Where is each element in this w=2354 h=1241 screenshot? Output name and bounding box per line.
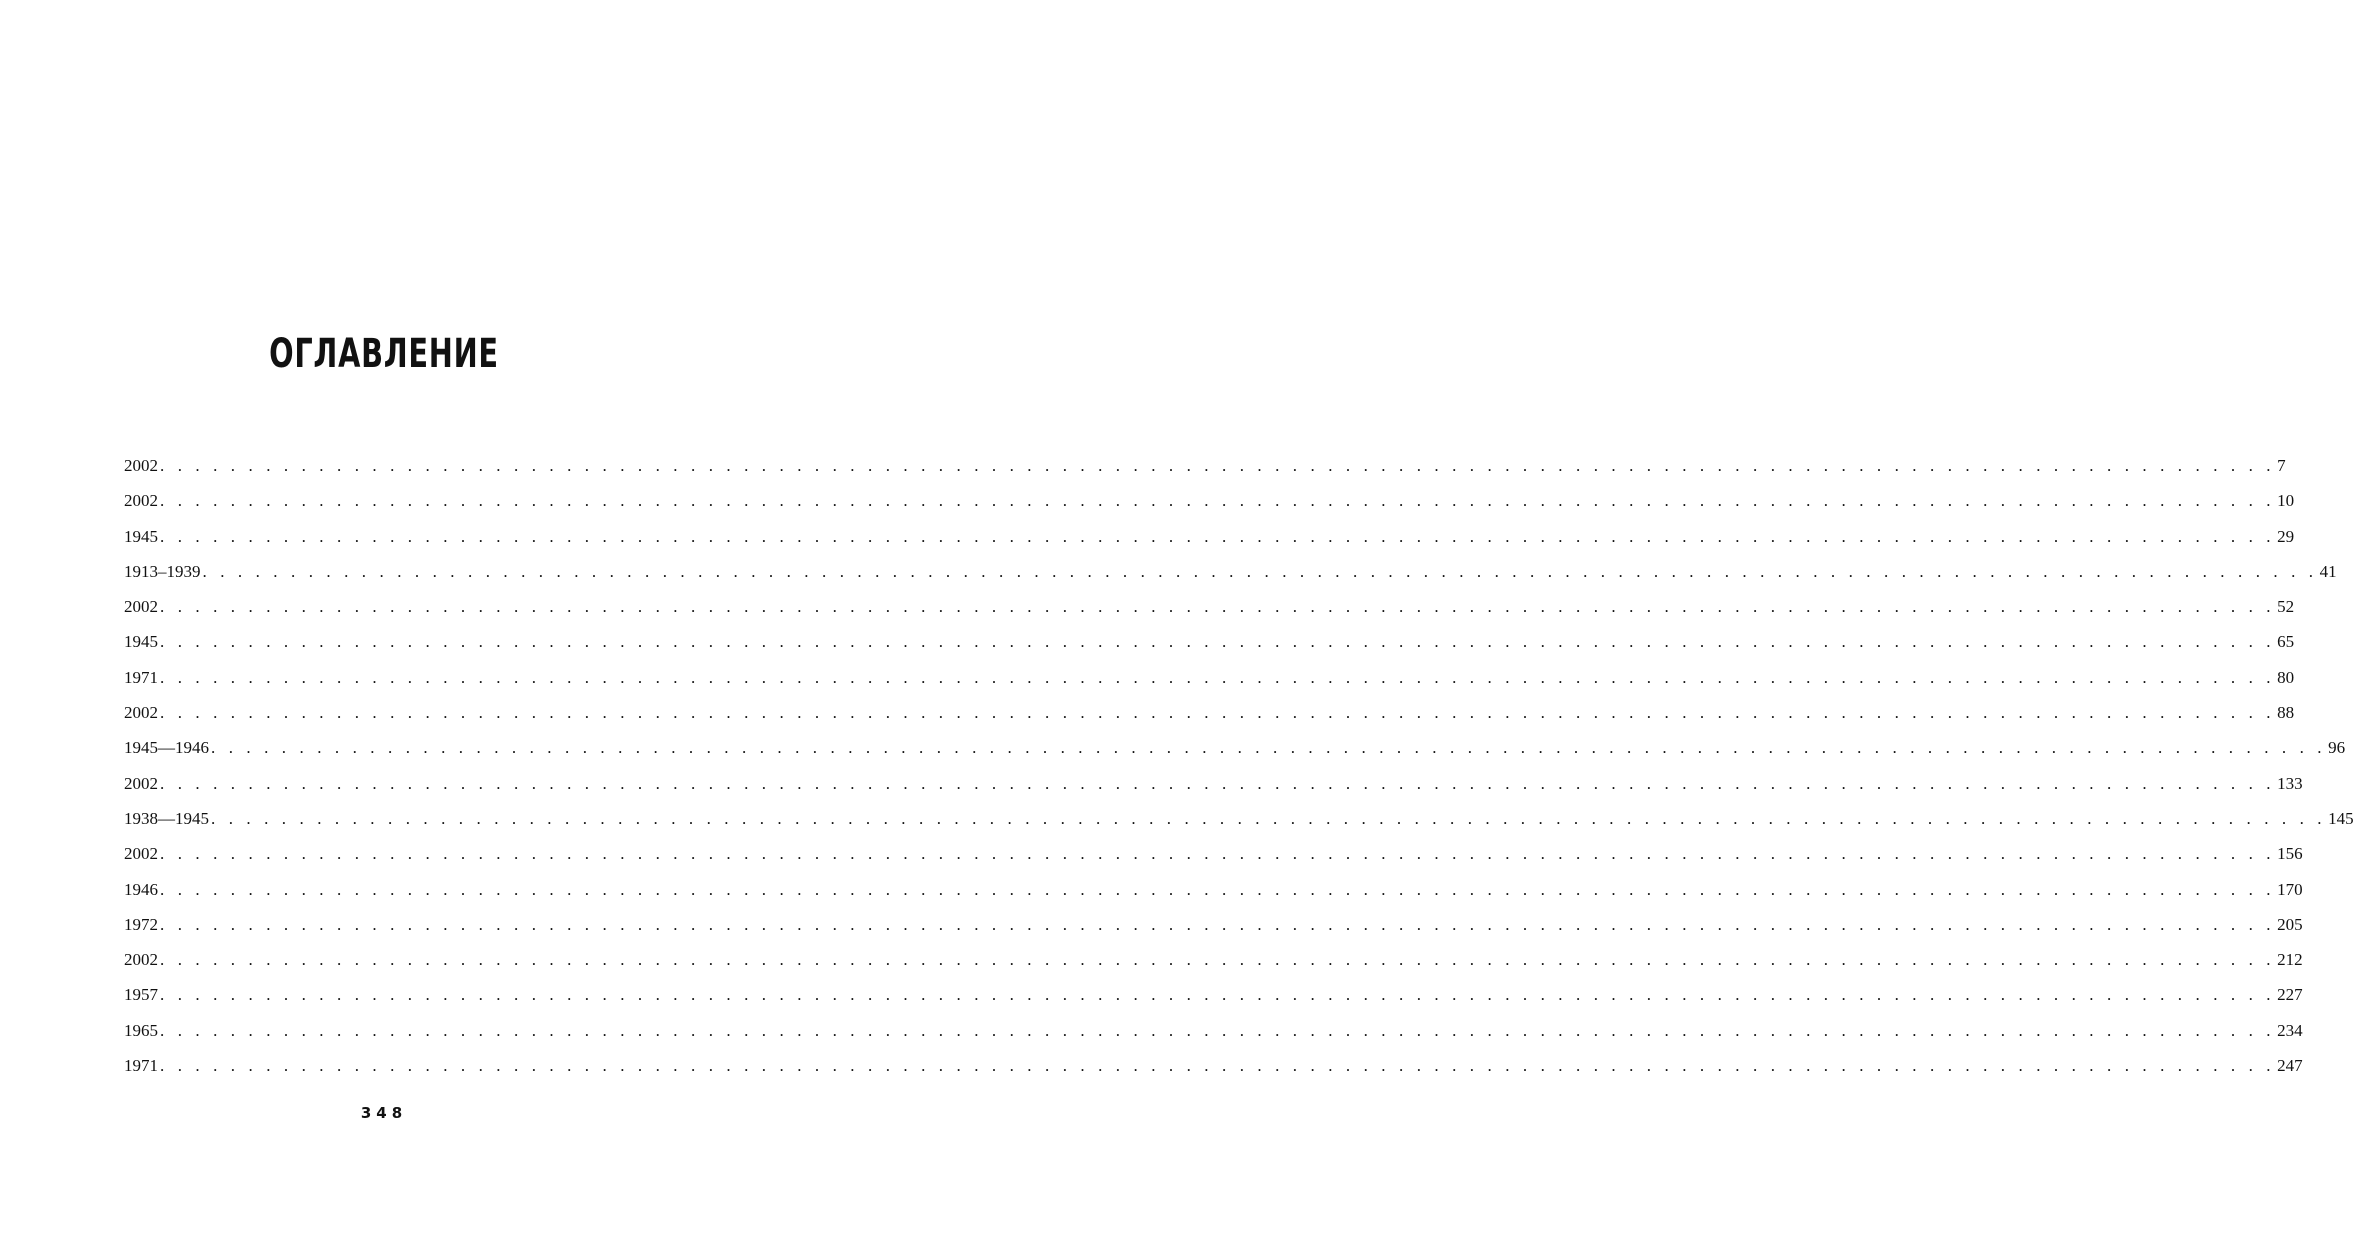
dot-leader: . . . . . . . . . . . . . . . . . . . . . . . . . . . . . . . . . . . . . . . . . . . . . . . . . . . . . . . . . . . . . . . . . . . . . . . . . . . . . . . . . . . . . . . . . . . . . . . . . . . . . . . . . . . . . . . . . . . . . . . . [160, 526, 2276, 546]
toc-entry-page: 41 [2319, 561, 2337, 581]
toc-entry-page: 7 [2277, 456, 2286, 475]
toc-entry [124, 448, 2286, 483]
toc-entry [124, 554, 2337, 589]
toc-entry-label: 2002 [124, 597, 158, 617]
toc-entry-label: 1957 [124, 985, 158, 1005]
toc-entry-page: 170 [2277, 879, 2303, 899]
dot-leader: . . . . . . . . . . . . . . . . . . . . . . . . . . . . . . . . . . . . . . . . . . . . . . . . . . . . . . . . . . . . . . . . . . . . . . . . . . . . . . . . . . . . . . . . . . . . . . . . . . . . . . . . . . . . . . . . . . . . . . . . [211, 738, 2327, 758]
dot-leader: . . . . . . . . . . . . . . . . . . . . . . . . . . . . . . . . . . . . . . . . . . . . . . . . . . . . . . . . . . . . . . . . . . . . . . . . . . . . . . . . . . . . . . . . . . . . . . . . . . . . . . . . . . . . . . . . . . . . . . . . [160, 632, 2276, 652]
toc-entry [124, 695, 2295, 730]
toc-entry-label: 1938—1945 [124, 808, 209, 828]
toc-entry-page: 52 [2277, 597, 2295, 617]
toc-entry-page: 10 [2277, 491, 2295, 511]
toc-entry [124, 1048, 2303, 1083]
toc-entry-label: 2002 [124, 456, 158, 475]
toc-entry [124, 730, 2346, 765]
toc-entry [124, 483, 2295, 518]
dot-leader: . . . . . . . . . . . . . . . . . . . . . . . . . . . . . . . . . . . . . . . . . . . . . . . . . . . . . . . . . . . . . . . . . . . . . . . . . . . . . . . . . . . . . . . . . . . . . . . . . . . . . . . . . . . . . . . . . . . . . . . . [160, 773, 2276, 793]
dot-leader: . . . . . . . . . . . . . . . . . . . . . . . . . . . . . . . . . . . . . . . . . . . . . . . . . . . . . . . . . . . . . . . . . . . . . . . . . . . . . . . . . . . . . . . . . . . . . . . . . . . . . . . . . . . . . . . . . . . . . . . . [160, 456, 2276, 475]
toc-entry [124, 836, 2303, 871]
toc-entry [124, 519, 2295, 554]
toc-entry-page: 29 [2277, 526, 2295, 546]
toc-entry-label: 1945—1946 [124, 738, 209, 758]
dot-leader: . . . . . . . . . . . . . . . . . . . . . . . . . . . . . . . . . . . . . . . . . . . . . . . . . . . . . . . . . . . . . . . . . . . . . . . . . . . . . . . . . . . . . . . . . . . . . . . . . . . . . . . . . . . . . . . . . . . . . . . . [160, 914, 2276, 934]
toc-entry-page: 88 [2277, 703, 2295, 723]
toc-entry [124, 660, 2295, 695]
toc-entry-page: 145 [2328, 808, 2354, 828]
toc-entry-label: 2002 [124, 844, 158, 864]
page-title: ОГЛАВЛЕНИЕ [269, 331, 499, 377]
dot-leader: . . . . . . . . . . . . . . . . . . . . . . . . . . . . . . . . . . . . . . . . . . . . . . . . . . . . . . . . . . . . . . . . . . . . . . . . . . . . . . . . . . . . . . . . . . . . . . . . . . . . . . . . . . . . . . . . . . . . . . . . [160, 1020, 2276, 1040]
dot-leader: . . . . . . . . . . . . . . . . . . . . . . . . . . . . . . . . . . . . . . . . . . . . . . . . . . . . . . . . . . . . . . . . . . . . . . . . . . . . . . . . . . . . . . . . . . . . . . . . . . . . . . . . . . . . . . . . . . . . . . . . [160, 491, 2276, 511]
toc-entry [124, 589, 2295, 624]
toc-entry-page: 133 [2277, 773, 2303, 793]
toc-entry-label: 2002 [124, 491, 158, 511]
toc-entry-label: 1913–1939 [124, 561, 201, 581]
toc-entry [124, 977, 2303, 1012]
dot-leader: . . . . . . . . . . . . . . . . . . . . . . . . . . . . . . . . . . . . . . . . . . . . . . . . . . . . . . . . . . . . . . . . . . . . . . . . . . . . . . . . . . . . . . . . . . . . . . . . . . . . . . . . . . . . . . . . . . . . . . . . [202, 561, 2318, 581]
toc-entry-label: 2002 [124, 950, 158, 970]
toc-entry [124, 942, 2303, 977]
toc-entry-label: 2002 [124, 773, 158, 793]
page-number: 348 [360, 1104, 408, 1122]
toc-entry-page: 227 [2277, 985, 2303, 1005]
toc-entry-label: 1945 [124, 526, 158, 546]
toc-entry [124, 872, 2303, 907]
toc-entry [124, 907, 2303, 942]
table-of-contents [124, 448, 2354, 1083]
dot-leader: . . . . . . . . . . . . . . . . . . . . . . . . . . . . . . . . . . . . . . . . . . . . . . . . . . . . . . . . . . . . . . . . . . . . . . . . . . . . . . . . . . . . . . . . . . . . . . . . . . . . . . . . . . . . . . . . . . . . . . . . [160, 1056, 2276, 1076]
toc-entry-page: 65 [2277, 632, 2295, 652]
toc-entry-page: 212 [2277, 950, 2303, 970]
dot-leader: . . . . . . . . . . . . . . . . . . . . . . . . . . . . . . . . . . . . . . . . . . . . . . . . . . . . . . . . . . . . . . . . . . . . . . . . . . . . . . . . . . . . . . . . . . . . . . . . . . . . . . . . . . . . . . . . . . . . . . . . [160, 667, 2276, 687]
dot-leader: . . . . . . . . . . . . . . . . . . . . . . . . . . . . . . . . . . . . . . . . . . . . . . . . . . . . . . . . . . . . . . . . . . . . . . . . . . . . . . . . . . . . . . . . . . . . . . . . . . . . . . . . . . . . . . . . . . . . . . . . [160, 985, 2276, 1005]
toc-entry-label: 1946 [124, 879, 158, 899]
toc-entry-label: 1971 [124, 667, 158, 687]
dot-leader: . . . . . . . . . . . . . . . . . . . . . . . . . . . . . . . . . . . . . . . . . . . . . . . . . . . . . . . . . . . . . . . . . . . . . . . . . . . . . . . . . . . . . . . . . . . . . . . . . . . . . . . . . . . . . . . . . . . . . . . . [160, 844, 2276, 864]
dot-leader: . . . . . . . . . . . . . . . . . . . . . . . . . . . . . . . . . . . . . . . . . . . . . . . . . . . . . . . . . . . . . . . . . . . . . . . . . . . . . . . . . . . . . . . . . . . . . . . . . . . . . . . . . . . . . . . . . . . . . . . . [211, 808, 2327, 828]
toc-entry-label: 1972 [124, 914, 158, 934]
toc-entry-page: 234 [2277, 1020, 2303, 1040]
toc-entry-page: 156 [2277, 844, 2303, 864]
toc-entry-label: 2002 [124, 703, 158, 723]
dot-leader: . . . . . . . . . . . . . . . . . . . . . . . . . . . . . . . . . . . . . . . . . . . . . . . . . . . . . . . . . . . . . . . . . . . . . . . . . . . . . . . . . . . . . . . . . . . . . . . . . . . . . . . . . . . . . . . . . . . . . . . . [160, 703, 2276, 723]
toc-entry-label: 1965 [124, 1020, 158, 1040]
toc-entry-label: 1945 [124, 632, 158, 652]
toc-entry-label: 1971 [124, 1056, 158, 1076]
toc-entry-page: 80 [2277, 667, 2295, 687]
toc-entry [124, 766, 2303, 801]
dot-leader: . . . . . . . . . . . . . . . . . . . . . . . . . . . . . . . . . . . . . . . . . . . . . . . . . . . . . . . . . . . . . . . . . . . . . . . . . . . . . . . . . . . . . . . . . . . . . . . . . . . . . . . . . . . . . . . . . . . . . . . . [160, 879, 2276, 899]
dot-leader: . . . . . . . . . . . . . . . . . . . . . . . . . . . . . . . . . . . . . . . . . . . . . . . . . . . . . . . . . . . . . . . . . . . . . . . . . . . . . . . . . . . . . . . . . . . . . . . . . . . . . . . . . . . . . . . . . . . . . . . . [160, 597, 2276, 617]
dot-leader: . . . . . . . . . . . . . . . . . . . . . . . . . . . . . . . . . . . . . . . . . . . . . . . . . . . . . . . . . . . . . . . . . . . . . . . . . . . . . . . . . . . . . . . . . . . . . . . . . . . . . . . . . . . . . . . . . . . . . . . . [160, 950, 2276, 970]
toc-entry-page: 205 [2277, 914, 2303, 934]
toc-entry-page: 247 [2277, 1056, 2303, 1076]
toc-entry [124, 801, 2354, 836]
toc-entry [124, 1013, 2303, 1048]
toc-entry [124, 624, 2295, 659]
toc-entry-page: 96 [2328, 738, 2346, 758]
